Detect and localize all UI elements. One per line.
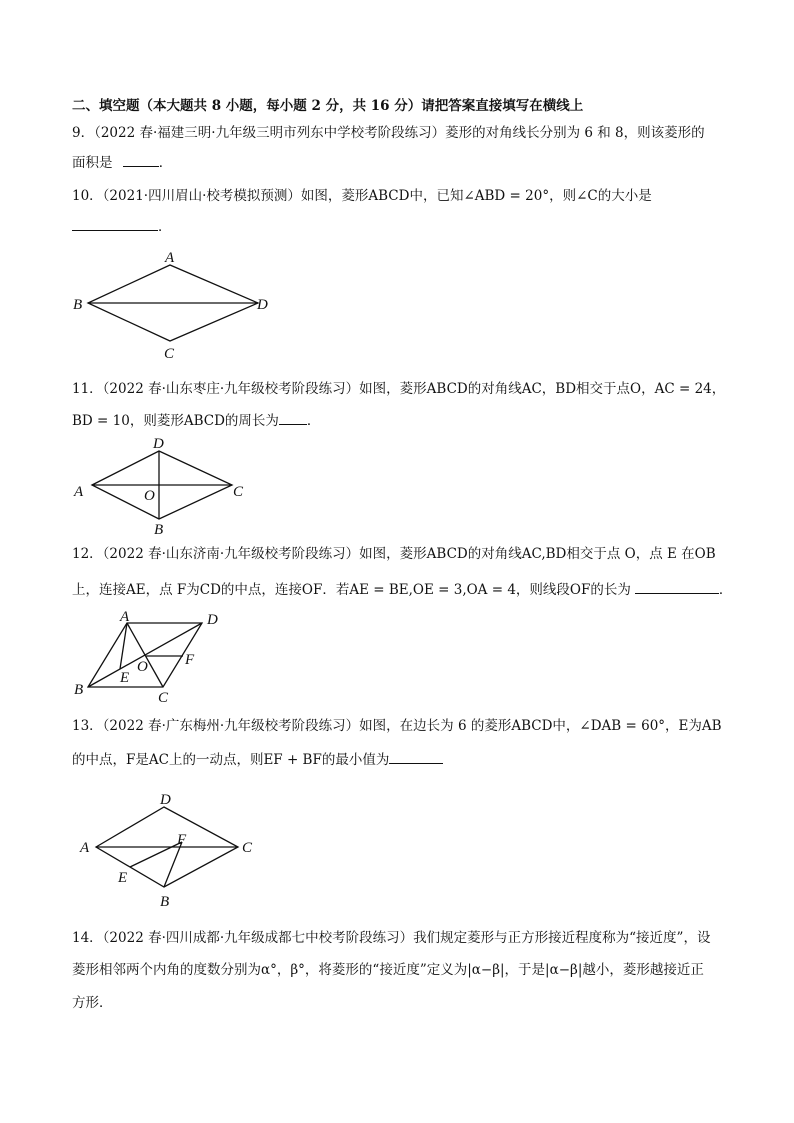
q10-figure (60, 245, 280, 370)
q13-line2 (72, 749, 443, 770)
q9-line1: 9．（2022 春·福建三明·九年级三明市列东中学校考阶段练习）菱形的对角线长分别为 6 和 8，则该菱形的 (72, 125, 705, 141)
q13-label-b: B (160, 894, 170, 910)
q12-label-e: E (120, 670, 130, 686)
q14-line1: 14．（2022 春·四川成都·九年级成都七中校考阶段练习）我们规定菱形与正方形接近程度称为“接近度”，设 (72, 930, 711, 946)
q12-label-o: O (137, 659, 148, 675)
section-title: 二、填空题（本大题共 8 小题，每小题 2 分，共 16 分）请把答案直接填写在横线上 (72, 98, 584, 114)
q11-text: BD = 10，则菱形ABCD的周长为 (72, 413, 279, 429)
q10-line2 (72, 216, 172, 237)
q10-label-a: A (165, 250, 175, 266)
q11-figure (60, 434, 260, 539)
q10-answer-blank[interactable] (72, 216, 158, 231)
q11-line2 (72, 410, 320, 431)
q12-text: 上，连接AE，点 F为CD的中点，连接OF．若AE = BE,OE = 3,OA = 4，则线段OF的长为 (72, 582, 631, 598)
q12-line2 (72, 579, 732, 600)
q11-answer-blank[interactable] (279, 410, 307, 425)
q12-label-c: C (158, 690, 169, 706)
q11-label-b: B (154, 522, 164, 538)
q12-answer-blank[interactable] (635, 579, 719, 594)
q13-line1: 13．（2022 春·广东梅州·九年级校考阶段练习）如图，在边长为 6 的菱形ABCD中，∠DAB = 60°，E为AB (72, 718, 722, 734)
q12-end: ． (718, 582, 733, 598)
q13-label-e: E (118, 870, 128, 886)
q11-end: ． (306, 413, 321, 429)
q13-label-f: F (177, 832, 187, 848)
q12-label-b: B (74, 682, 84, 698)
q13-label-a: A (80, 840, 90, 856)
q11-label-o: O (144, 488, 155, 504)
q9-answer-blank[interactable] (123, 152, 159, 167)
q12-label-a: A (120, 609, 130, 625)
q12-line1: 12．（2022 春·山东济南·九年级校考阶段练习）如图，菱形ABCD的对角线AC,BD相交于点 O，点 E 在OB (72, 546, 716, 562)
q10-line1: 10．（2021·四川眉山·校考模拟预测）如图，菱形ABCD中，已知∠ABD = 20°，则∠C的大小是 (72, 188, 652, 204)
q9-line2 (72, 152, 172, 173)
q11-label-a: A (74, 484, 84, 500)
q14-line2: 菱形相邻两个内角的度数分别为α°，β°，将菱形的“接近度”定义为|α−β|，于是|α−β|越小，菱形越接近正 (72, 962, 704, 978)
q14-line3: 方形． (72, 995, 113, 1011)
q13-text: 的中点，F是AC上的一动点，则EF + BF的最小值为 (72, 752, 390, 768)
q10-label-b: B (73, 297, 83, 313)
q13-label-d: D (160, 792, 171, 808)
q13-label-c: C (242, 840, 253, 856)
q9-text: 面积是 (72, 155, 113, 171)
q13-figure (60, 786, 270, 911)
q13-answer-blank[interactable] (389, 749, 443, 764)
q12-figure (60, 605, 240, 705)
q10-label-d: D (257, 297, 268, 313)
q12-label-d: D (207, 612, 218, 628)
q11-line1: 11．（2022 春·山东枣庄·九年级校考阶段练习）如图，菱形ABCD的对角线AC，BD相交于点O，AC = 24， (72, 381, 726, 397)
q11-label-d: D (153, 436, 164, 452)
q12-label-f: F (185, 652, 195, 668)
q9-end: ． (158, 155, 173, 171)
q10-label-c: C (164, 346, 175, 362)
q11-label-c: C (233, 484, 244, 500)
q10-end: ． (158, 219, 172, 235)
